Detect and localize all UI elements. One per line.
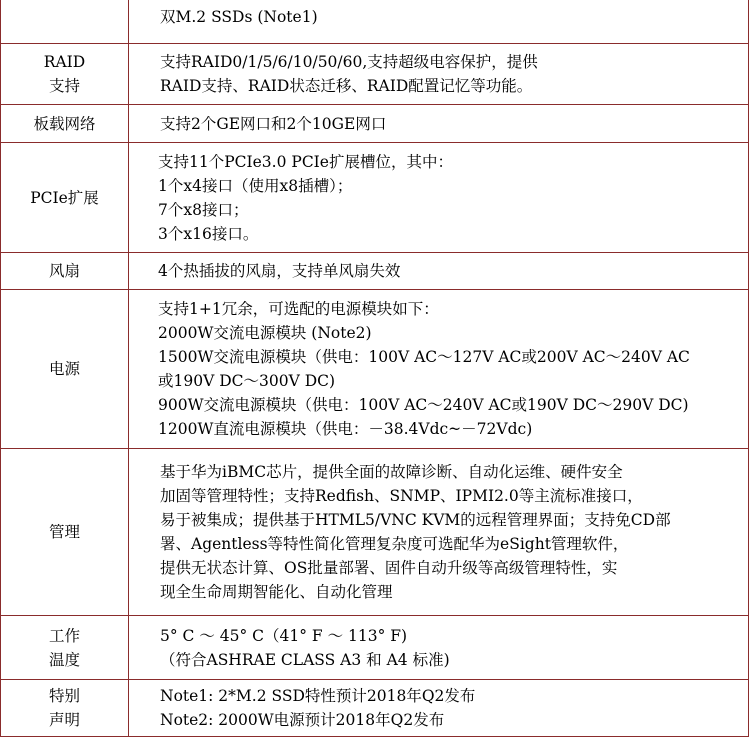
value-line: 易于被集成；提供基于HTML5/VNC KVM的远程管理界面；支持免CD部 <box>160 511 671 529</box>
row-value-pcie <box>129 143 749 253</box>
row-label-pcie <box>1 143 129 253</box>
value-line: 基于华为iBMC芯片，提供全面的故障诊断、自动化运维、硬件安全 <box>160 463 623 481</box>
spec-row-management <box>1 449 749 616</box>
value-line: 2000W交流电源模块 (Note2) <box>158 324 372 342</box>
label-line: 工作 <box>48 626 80 645</box>
value-line: 4个热插拔的风扇，支持单风扇失效 <box>158 262 401 280</box>
value-line: 1200W直流电源模块（供电：－38.4Vdc~－72Vdc) <box>158 420 533 438</box>
row-label-temperature <box>1 616 129 680</box>
value-line: 或190V DC～300V DC) <box>158 372 336 390</box>
spec-row-network <box>1 105 749 143</box>
value-line: 支持2个GE网口和2个10GE网口 <box>160 114 387 133</box>
row-label-management <box>1 449 129 616</box>
label-line: 声明 <box>48 711 80 729</box>
row-label-raid <box>1 44 129 105</box>
row-label-power <box>1 290 129 449</box>
label-line: PCIe扩展 <box>30 188 99 207</box>
row-value-fan <box>129 253 749 290</box>
row-label-notes <box>1 680 129 737</box>
value-line: RAID支持、RAID状态迁移、RAID配置记忆等功能。 <box>160 77 533 95</box>
row-value-notes <box>129 680 749 737</box>
value-line: 加固等管理特性；支持Redfish、SNMP、IPMI2.0等主流标准接口， <box>160 487 643 505</box>
row-value-network <box>129 105 749 143</box>
row-label-network <box>1 105 129 143</box>
value-line: 支持1+1冗余，可选配的电源模块如下： <box>158 300 439 318</box>
value-line: 3个x16接口。 <box>158 224 259 243</box>
spec-row-temperature <box>1 616 749 680</box>
label-line: 特别 <box>48 687 80 705</box>
value-line: 900W交流电源模块（供电：100V AC～240V AC或190V DC～290V DC) <box>158 396 689 414</box>
label-line: 风扇 <box>48 262 80 280</box>
label-line: 板载网络 <box>33 114 96 133</box>
value-line: 现全生命周期智能化、自动化管理 <box>160 583 393 601</box>
value-line: 双M.2 SSDs (Note1) <box>160 8 318 26</box>
value-line: 5° C ～ 45° C（41° F ～ 113° F) <box>160 626 408 645</box>
value-line: （符合ASHRAE CLASS A3 和 A4 标准) <box>160 650 450 669</box>
label-line: 电源 <box>48 360 80 378</box>
value-line: Note1: 2*M.2 SSD特性预计2018年Q2发布 <box>160 687 476 705</box>
value-line: 支持RAID0/1/5/6/10/50/60,支持超级电容保护，提供 <box>160 53 538 71</box>
value-line: 1个x4接口（使用x8插槽）； <box>158 176 353 195</box>
spec-row-power <box>1 290 749 449</box>
spec-row-notes <box>1 680 749 737</box>
label-line: 温度 <box>48 650 80 669</box>
row-value-power <box>129 290 749 449</box>
value-line: 1500W交流电源模块（供电：100V AC～127V AC或200V AC～240V AC <box>158 348 690 366</box>
value-line: 署、Agentless等特性简化管理复杂度可选配华为eSight管理软件， <box>160 535 629 553</box>
value-line: 支持11个PCIe3.0 PCIe扩展槽位，其中： <box>158 152 453 171</box>
row-label-fan <box>1 253 129 290</box>
value-line: 提供无状态计算、OS批量部署、固件自动升级等高级管理特性，实 <box>160 559 618 577</box>
row-value-raid <box>129 44 749 105</box>
label-line: 管理 <box>48 523 80 541</box>
spec-row-raid <box>1 44 749 105</box>
row-value-temperature <box>129 616 749 680</box>
row-value-management <box>129 449 749 616</box>
label-line: 支持 <box>48 77 80 95</box>
label-line: RAID <box>43 53 86 71</box>
spec-row-m2 <box>1 0 749 44</box>
row-label-m2 <box>1 0 129 44</box>
spec-row-pcie <box>1 143 749 253</box>
value-line: 7个x8接口； <box>158 200 249 219</box>
spec-row-fan <box>1 253 749 290</box>
row-value-m2 <box>129 0 749 44</box>
value-line: Note2: 2000W电源预计2018年Q2发布 <box>160 711 445 729</box>
